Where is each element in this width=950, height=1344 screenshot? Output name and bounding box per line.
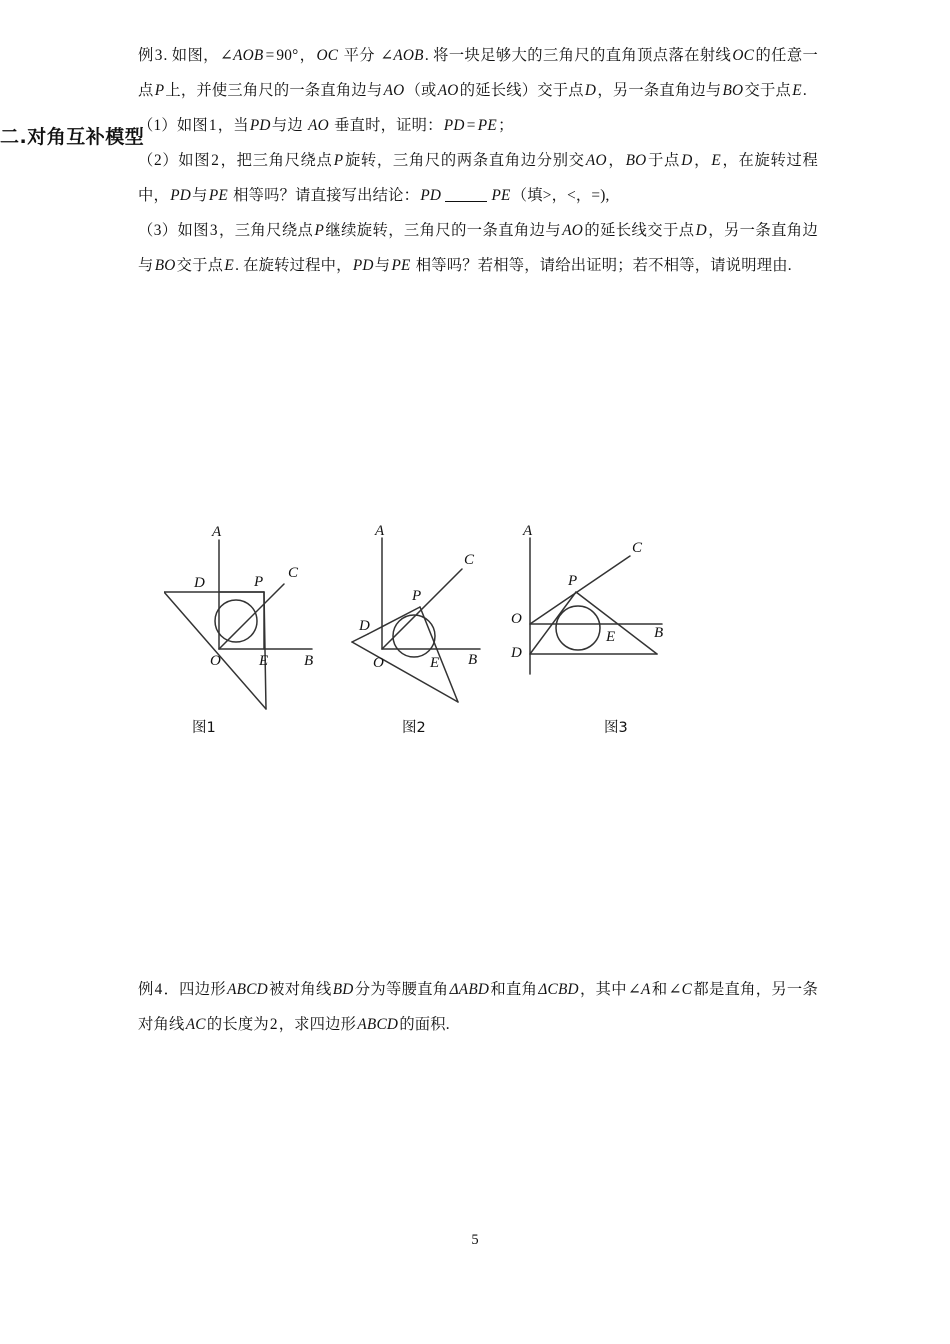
figure-1: [164, 524, 324, 737]
figure-3-caption: 图3: [604, 720, 628, 736]
figure-3-label-C: C: [632, 540, 643, 556]
q2-text-a: ，把三角尺绕点: [220, 152, 333, 169]
angle-a: ∠A: [628, 981, 651, 998]
q2-text-b: 旋转，三角尺的两条直角边分别交: [344, 152, 585, 169]
example3-label: 例: [138, 47, 154, 64]
q2-text-f: 相等吗？请直接写出结论：: [229, 187, 420, 204]
q3-text-g: 与: [374, 257, 391, 274]
figure-3-label-E: E: [606, 629, 616, 645]
figure-2-caption: 图2: [402, 720, 426, 736]
example4-text-d: 和直角: [490, 981, 538, 998]
q2-ao: AO: [585, 152, 607, 169]
figure-1-label-B: B: [304, 653, 314, 669]
setsquare-hole-icon: [215, 600, 257, 642]
example4-text-a: ．四边形: [163, 981, 226, 998]
figure-2-label-B: B: [468, 652, 478, 668]
figure-1-label-E: E: [259, 653, 269, 669]
figure-3-label-O: O: [511, 611, 522, 627]
figure-3-label-P: P: [568, 573, 578, 589]
example3-question-2: [138, 143, 818, 213]
quad-abcd-1: ABCD: [227, 981, 268, 998]
document-body: [138, 0, 818, 283]
figure-3-drawing: [502, 524, 702, 714]
q1-equals: =: [466, 117, 476, 134]
q3-text-d: ，另一条直角边与: [138, 222, 819, 274]
example4-text-f: 和: [651, 981, 668, 998]
setsquare-hole-icon: [393, 615, 435, 657]
q1-text-b: 与边: [271, 117, 307, 134]
triangle-cbd: ΔCBD: [538, 981, 579, 998]
q2-comma-1: ，: [607, 152, 625, 169]
example3-number: 3: [154, 47, 163, 64]
example4-text: [138, 972, 818, 1042]
example3-question-3: [138, 213, 818, 283]
figure-3-label-B: B: [654, 625, 664, 641]
ray-oc-2: OC: [732, 47, 755, 64]
diagonal-bd: BD: [332, 981, 354, 998]
example3-text-d: 的任意一点: [138, 47, 818, 99]
quad-abcd-2: ABCD: [357, 1016, 399, 1033]
q2-bo: BO: [625, 152, 647, 169]
figure-2-drawing: [340, 524, 500, 714]
q3-prefix: （3）如图: [138, 222, 209, 239]
q3-text-a: ，三角尺绕点: [218, 222, 314, 239]
point-e-1: E: [792, 82, 802, 99]
q3-pe: PE: [391, 257, 411, 274]
section-heading: 二.对角互补模型: [0, 126, 145, 148]
q1-prefix: （1）如图: [138, 117, 208, 134]
equals-sign-1: =: [265, 47, 275, 64]
example4-text-g: 都是直角，另一条对角线: [138, 981, 819, 1033]
q3-pd: PD: [352, 257, 374, 274]
bisect-text: 平分: [339, 47, 380, 64]
figure-1-label-O: O: [210, 653, 221, 669]
q2-pe: PE: [208, 187, 228, 204]
q1-figure-number: 1: [208, 117, 217, 134]
figure-2-label-P: P: [412, 588, 422, 604]
example3-question-1: [138, 108, 818, 143]
example3-text-f: （或: [405, 82, 437, 99]
example3-text-c: 将一块足够大的三角尺的直角顶点落在射线: [433, 47, 732, 64]
q3-text-f: . 在旋转过程中，: [235, 257, 352, 274]
segment-bo-1: BO: [722, 82, 744, 99]
figure-1-label-C: C: [288, 565, 299, 581]
q2-point-p: P: [333, 152, 344, 169]
q1-text-a: ，当: [217, 117, 249, 134]
segment-ao-2: AO: [437, 82, 459, 99]
figure-1-label-D: D: [194, 575, 205, 591]
example3-text-j: .: [802, 82, 807, 99]
figure-1-caption: 图1: [192, 720, 216, 736]
q2-pe-2: PE: [491, 187, 511, 204]
figure-2-label-O: O: [373, 655, 384, 671]
period-1: .: [424, 47, 434, 64]
triangle-abd: ΔABD: [449, 981, 490, 998]
q3-text-c: 的延长线交于点: [584, 222, 695, 239]
example4-label: 例: [138, 981, 154, 998]
figure-3: [502, 524, 702, 737]
figure-2-label-D: D: [359, 618, 370, 634]
q2-figure-number: 2: [211, 152, 220, 169]
q2-pd-2: PD: [420, 187, 442, 204]
example4-text-b: 被对角线: [269, 981, 332, 998]
q3-point-e: E: [224, 257, 234, 274]
q3-point-p: P: [314, 222, 324, 239]
q3-point-d: D: [695, 222, 707, 239]
q1-text-d: ；: [498, 117, 514, 134]
q2-comma-2: ，: [693, 152, 711, 169]
example3-text-h: ，另一条直角边与: [597, 82, 722, 99]
figure-2-label-C: C: [464, 552, 475, 568]
q2-comma-3: ，: [722, 152, 739, 169]
q3-text-h: 相等吗？若相等，请给出证明；若不相等，请说明理由.: [411, 257, 792, 274]
figure-group: [140, 524, 820, 744]
point-d-1: D: [584, 82, 597, 99]
q2-text-d: 在旋转过程中，: [138, 152, 818, 204]
example3-intro-text-a: . 如图，: [163, 47, 219, 64]
q3-text-e: 交于点: [176, 257, 224, 274]
example4-text-c: 分为等腰直角: [354, 981, 449, 998]
q3-bo: BO: [154, 257, 176, 274]
example3-text-g: 的延长线）交于点: [459, 82, 584, 99]
example3-text-e: 上，并使三角尺的一条直角边与: [165, 82, 383, 99]
q1-text-c: 垂直时，证明：: [330, 117, 443, 134]
figure-3-label-D: D: [511, 645, 522, 661]
figure-3-label-A: A: [523, 524, 533, 539]
q1-pd: PD: [249, 117, 271, 134]
example4-block: [138, 972, 818, 1042]
length-value: 2: [269, 1016, 278, 1033]
figure-1-label-P: P: [254, 574, 264, 590]
ray-oc-1: OC: [316, 47, 339, 64]
figure-2-label-A: A: [375, 524, 385, 539]
segment-ao-1: AO: [383, 82, 405, 99]
ninety-degrees: 90°: [276, 47, 299, 64]
angle-aob-2: ∠AOB: [380, 47, 424, 64]
comma-1: ，: [299, 47, 316, 64]
angle-c: ∠C: [668, 981, 693, 998]
figure-2-label-E: E: [430, 655, 440, 671]
example4-text-e: ，其中: [579, 981, 627, 998]
figure-1-drawing: [164, 524, 324, 714]
q3-ao: AO: [562, 222, 584, 239]
q2-pd: PD: [170, 187, 191, 204]
setsquare-hole-icon: [556, 606, 600, 650]
example4-text-i: ，求四边形: [278, 1016, 357, 1033]
q2-text-c: 于点: [647, 152, 681, 169]
example4-text-j: 的面积.: [399, 1016, 450, 1033]
q3-text-b: 继续旋转，三角尺的一条直角边与: [325, 222, 562, 239]
q1-pe: PE: [477, 117, 497, 134]
diagonal-ac: AC: [185, 1016, 206, 1033]
q3-figure-number: 3: [209, 222, 218, 239]
example4-text-h: 的长度为: [206, 1016, 269, 1033]
point-p-1: P: [154, 82, 165, 99]
angle-aob-1: ∠AOB: [220, 47, 264, 64]
figure-2: [340, 524, 500, 737]
q2-prefix: （2）如图: [138, 152, 211, 169]
q1-pd-2: PD: [443, 117, 465, 134]
page-number: 5: [471, 1232, 479, 1248]
q2-text-g: （填>，<，=),: [511, 187, 610, 204]
example4-number: 4: [154, 981, 163, 998]
answer-blank[interactable]: [445, 201, 487, 202]
example3-intro: [138, 38, 818, 108]
q2-point-d: D: [681, 152, 693, 169]
q2-point-e: E: [711, 152, 721, 169]
q2-text-e: 与: [192, 187, 208, 204]
figure-1-label-A: A: [212, 524, 222, 540]
q1-ao: AO: [308, 117, 329, 134]
example3-text-i: 交于点: [744, 82, 791, 99]
